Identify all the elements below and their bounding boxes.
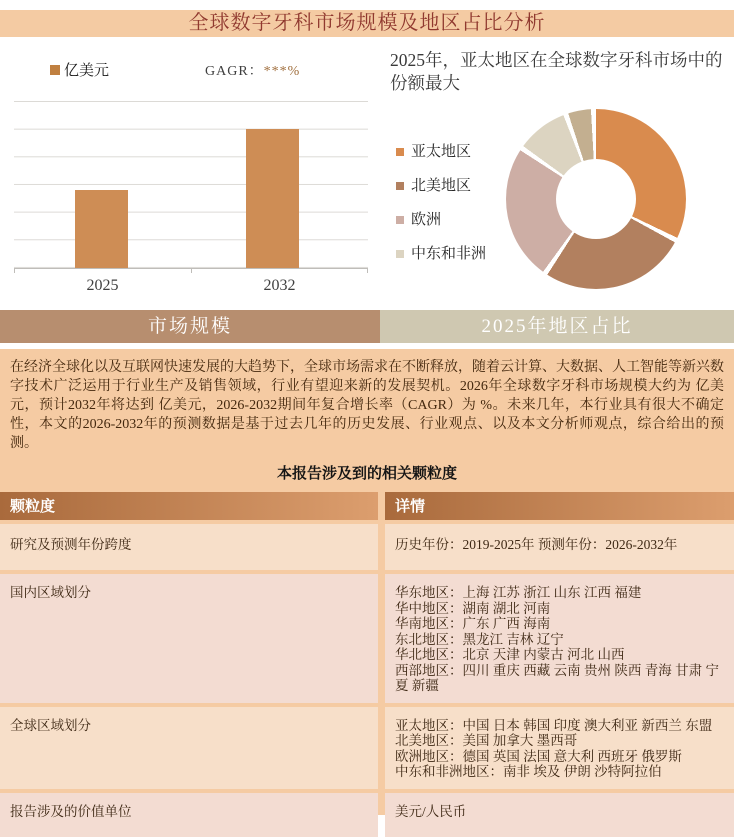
donut-chart-panel — [380, 37, 734, 305]
detail-line: 美元/人民币 — [395, 803, 467, 819]
detail-line: 欧洲地区：德国 英国 法国 意大利 西班牙 俄罗斯 — [395, 748, 682, 764]
detail-line: 东北地区：黑龙江 吉林 辽宁 — [395, 631, 564, 647]
donut-legend-item — [396, 211, 496, 230]
report-page — [0, 10, 734, 820]
donut-chart-title: 2025年，亚太地区在全球数字牙科市场中的份额最大 — [390, 50, 723, 93]
detail-line: 中东和非洲地区：南非 埃及 伊朗 沙特阿拉伯 — [395, 764, 662, 779]
table-row — [0, 793, 734, 837]
detail-line: 华东地区：上海 江苏 浙江 山东 江西 福建 — [395, 585, 642, 600]
table-body — [0, 524, 734, 837]
report-title-band — [0, 10, 734, 37]
granularity-cell-detail — [385, 574, 734, 703]
detail-line: 西部地区：四川 重庆 西藏 云南 贵州 陕西 青海 甘肃 宁夏 新疆 — [395, 662, 719, 693]
donut-legend-label: 中东和非洲 — [411, 246, 487, 262]
donut-legend — [396, 143, 496, 279]
detail-line: 历史年份：2019-2025年 预测年份：2026-2032年 — [395, 537, 678, 552]
x-label-2032: 2032 — [263, 277, 296, 294]
charts-row — [0, 37, 734, 305]
cagr-annotation — [205, 60, 300, 80]
bar-legend-label: 亿美元 — [64, 63, 110, 79]
cagr-label: GAGR： — [205, 64, 264, 79]
bar-chart-panel — [0, 37, 380, 305]
granularity-table — [0, 492, 734, 837]
x-label-2025: 2025 — [86, 277, 119, 294]
donut-legend-item — [396, 245, 496, 264]
detail-line: 亚太地区：中国 日本 韩国 印度 澳大利亚 新西兰 东盟 — [395, 717, 713, 733]
bar-2025 — [75, 190, 128, 268]
donut-legend-label: 北美地区 — [411, 178, 472, 194]
granularity-cell-detail — [385, 707, 734, 789]
donut-legend-item — [396, 177, 496, 196]
donut-hole — [556, 159, 636, 239]
legend-swatch-icon — [396, 148, 404, 156]
header-cell-detail: 详情 — [385, 492, 734, 520]
legend-swatch-icon — [396, 182, 404, 190]
cagr-value: ***% — [263, 64, 301, 79]
donut-legend-item — [396, 143, 496, 162]
granularity-cell-label: 研究及预测年份跨度 — [0, 524, 378, 570]
granularity-cell-detail — [385, 793, 734, 837]
detail-line: 华南地区：广东 广西 海南 — [395, 616, 551, 631]
table-header-row — [0, 492, 734, 520]
detail-line: 北美地区：美国 加拿大 墨西哥 — [395, 733, 578, 748]
granularity-cell-label: 国内区域划分 — [0, 574, 378, 703]
report-content-block — [0, 349, 734, 819]
granularity-cell-label: 报告涉及的价值单位 — [0, 793, 378, 837]
tab-market-size[interactable]: 市场规模 — [0, 310, 380, 343]
granularity-cell-detail — [385, 524, 734, 570]
table-row — [0, 707, 734, 789]
granularity-heading: 本报告涉及到的相关颗粒度 — [276, 465, 457, 482]
donut-legend-label: 欧洲 — [411, 212, 442, 228]
detail-line: 华中地区：湖南 湖北 河南 — [395, 600, 551, 616]
section-tabs — [0, 310, 734, 343]
granularity-cell-label: 全球区域划分 — [0, 707, 378, 789]
bar-chart-plot-area — [14, 101, 368, 269]
legend-swatch-icon — [396, 216, 404, 224]
x-axis-ticks — [14, 268, 368, 273]
bar-2032 — [246, 129, 299, 268]
page-title: 全球数字牙科市场规模及地区占比分析 — [188, 12, 546, 34]
table-row — [0, 574, 734, 703]
intro-paragraph: 在经济全球化以及互联网快速发展的大趋势下，全球市场需求在不断释放，随着云计算、大数据、人工智能等新兴数字技术广泛运用于行业生产及销售领域，行业有望迎来新的发展契机。2026年全球数字牙科市场规模大约为 亿美元，预计2032年将达到 亿美元，2026-2032期间年复合增长率（CAGR）为 %。未来几年，本行业具有很大不确定性，本文的2026-2032年的预测数据是基于过去几年的历史发展、行业观点、以及本文分析师观点，综合给出的预测。 — [10, 360, 724, 451]
bar-chart-legend — [50, 59, 109, 80]
donut-legend-label: 亚太地区 — [411, 144, 472, 160]
donut-chart — [506, 109, 686, 289]
legend-swatch-icon — [50, 65, 60, 75]
detail-line: 华北地区：北京 天津 内蒙古 河北 山西 — [395, 647, 625, 662]
table-row — [0, 524, 734, 570]
header-cell-granularity: 颗粒度 — [0, 492, 378, 520]
tab-region-share[interactable]: 2025年地区占比 — [380, 310, 734, 343]
legend-swatch-icon — [396, 250, 404, 258]
